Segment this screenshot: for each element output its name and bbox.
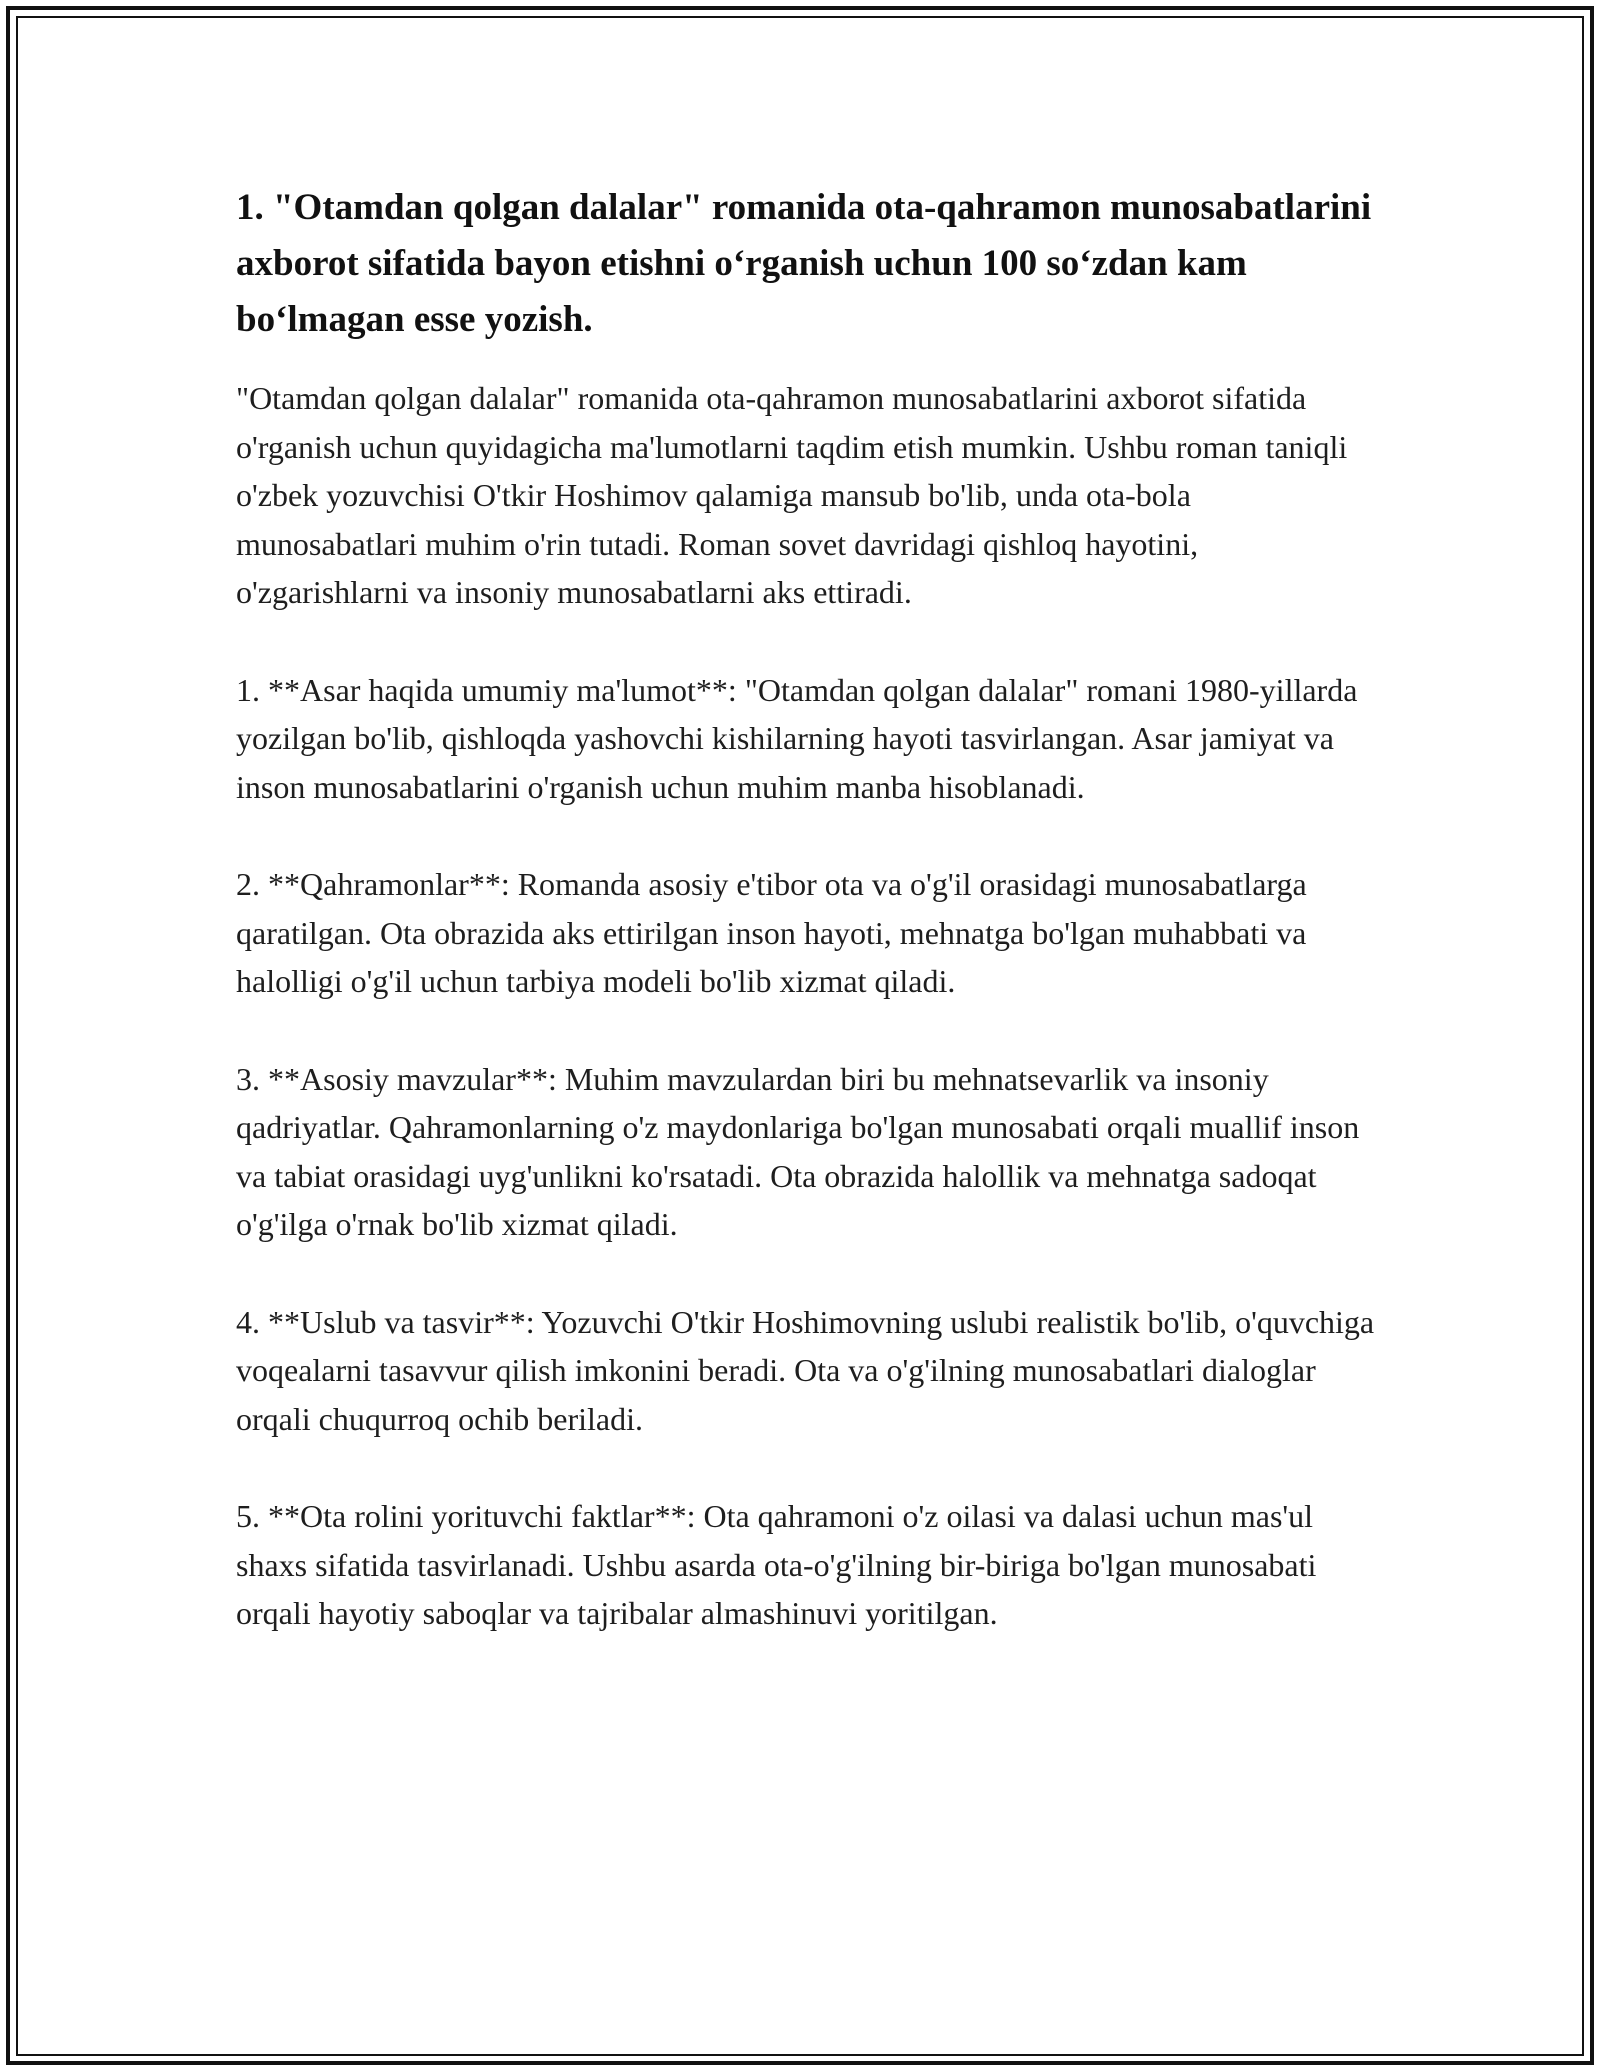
section-paragraph-3: 3. **Asosiy mavzular**: Muhim mavzulardan biri bu mehnatsevarlik va insoniy qadriyatlar. Qahramonlarning o'z maydonlariga bo'lgan munosabati orqali muallif inson va tabiat orasidagi uyg'unlikni ko'rsatadi. Ota obrazida halollik va mehnatga sadoqat o'g'ilga o'rnak bo'lib xizmat qiladi. [236,1060,1360,1242]
section-paragraph-1: 1. **Asar haqida umumiy ma'lumot**: "Otamdan qolgan dalalar" romani 1980-yillarda yozilgan bo'lib, qishloqda yashovchi kishilarning hayoti tasvirlangan. Asar jamiyat va inson munosabatlarini o'rganish uchun muhim manba hisoblanadi. [236,671,1358,805]
section-paragraph-5: 5. **Ota rolini yorituvchi faktlar**: Ota qahramoni o'z oilasi va dalasi uchun mas'ul shaxs sifatida tasvirlanadi. Ushbu asarda ota-o'g'ilning bir-biriga bo'lgan munosabati orqali hayotiy saboqlar va tajribalar almashinuvi yoritilgan. [236,1498,1317,1631]
document-body [236,180,1376,1687]
section-paragraph-4: 4. **Uslub va tasvir**: Yozuvchi O'tkir Hoshimovning uslubi realistik bo'lib, o'quvchiga voqealarni tasavvur qilish imkonini beradi. Ota va o'g'ilning munosabatlari dialoglar orqali chuqurroq ochib beriladi. [236,1303,1375,1437]
intro-paragraph: "Otamdan qolgan dalalar" romanida ota-qahramon munosabatlarini axborot sifatida o'rganish uchun quyidagicha ma'lumotlarni taqdim etish mumkin. Ushbu roman taniqli o'zbek yozuvchisi O'tkir Hoshimov qalamiga mansub bo'lib, unda ota-bola munosabatlari muhim o'rin tutadi. Roman sovet davridagi qishloq hayotini, o'zgarishlarni va insoniy munosabatlarni aks ettiradi. [236,380,1348,610]
essay-heading: 1. "Otamdan qolgan dalalar" romanida ota-qahramon munosabatlarini axborot sifatida bayon etishni o‘rganish uchun 100 so‘zdan kam bo‘lmagan esse yozish. [236,187,1372,340]
section-paragraph-2: 2. **Qahramonlar**: Romanda asosiy e'tibor ota va o'g'il orasidagi munosabatlarga qaratilgan. Ota obrazida aks ettirilgan inson hayoti, mehnatga bo'lgan muhabbati va halolligi o'g'il uchun tarbiya modeli bo'lib xizmat qiladi. [236,866,1307,999]
